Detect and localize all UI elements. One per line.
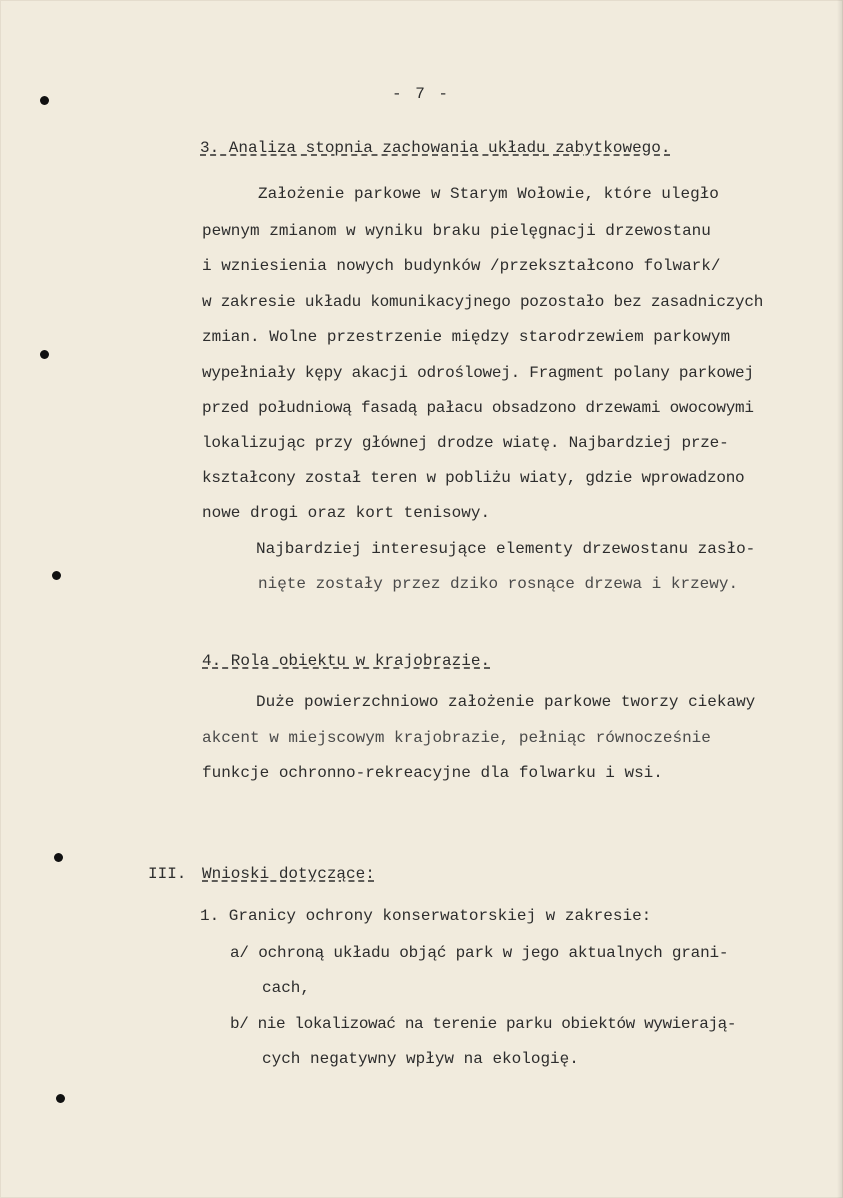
list-item: 1. Granicy ochrony konserwatorskiej w zakresie: xyxy=(200,907,652,925)
punch-hole xyxy=(40,96,49,105)
paragraph-line: funkcje ochronno-rekreacyjne dla folwarku i wsi. xyxy=(202,764,663,782)
punch-hole xyxy=(52,571,61,580)
section-4-heading: 4. Rola obiektu w krajobrazie. xyxy=(202,652,491,670)
list-item: a/ ochroną układu objąć park w jego aktualnych grani- xyxy=(230,944,729,962)
list-item-continuation: cych negatywny wpływ na ekologię. xyxy=(262,1050,579,1068)
page-edge-shadow xyxy=(837,0,843,1198)
list-item-continuation: cach, xyxy=(262,979,311,997)
paragraph-line: nowe drogi oraz kort tenisowy. xyxy=(202,504,491,522)
list-item: b/ nie lokalizować na terenie parku obiektów wywierają- xyxy=(230,1015,737,1033)
punch-hole xyxy=(54,853,63,862)
paragraph-line: wypełniały kępy akacji odroślowej. Fragment polany parkowej xyxy=(202,364,754,382)
section-3-heading: 3. Analiza stopnia zachowania układu zabytkowego. xyxy=(200,139,671,157)
paragraph-line: akcent w miejscowym krajobrazie, pełniąc równocześnie xyxy=(202,729,711,747)
paragraph-line: nięte zostały przez dziko rosnące drzewa i krzewy. xyxy=(258,575,739,593)
paragraph-line: w zakresie układu komunikacyjnego pozostało bez zasadniczych xyxy=(202,293,764,311)
paragraph-line: Najbardziej interesujące elementy drzewostanu zasło- xyxy=(256,540,756,558)
paragraph-line: pewnym zmianom w wyniku braku pielęgnacji drzewostanu xyxy=(202,222,711,240)
page-number: - 7 - xyxy=(392,85,451,103)
paragraph-line: przed południową fasadą pałacu obsadzono drzewami owocowymi xyxy=(202,399,754,417)
paragraph-line: i wzniesienia nowych budynków /przekształcono folwark/ xyxy=(202,257,721,275)
punch-hole xyxy=(56,1094,65,1103)
paragraph-line: lokalizując przy głównej drodze wiatę. Najbardziej prze- xyxy=(202,434,729,452)
paragraph-line: Duże powierzchniowo założenie parkowe tworzy ciekawy xyxy=(256,693,756,711)
section-III-heading: Wnioski dotyczące: xyxy=(202,865,375,883)
paragraph-line: kształcony został teren w pobliżu wiaty, gdzie wprowadzono xyxy=(202,469,745,487)
section-III-number: III. xyxy=(148,865,187,883)
punch-hole xyxy=(40,350,49,359)
paragraph-line: zmian. Wolne przestrzenie między starodrzewiem parkowym xyxy=(202,328,731,346)
paragraph-line: Założenie parkowe w Starym Wołowie, które uległo xyxy=(258,185,719,203)
